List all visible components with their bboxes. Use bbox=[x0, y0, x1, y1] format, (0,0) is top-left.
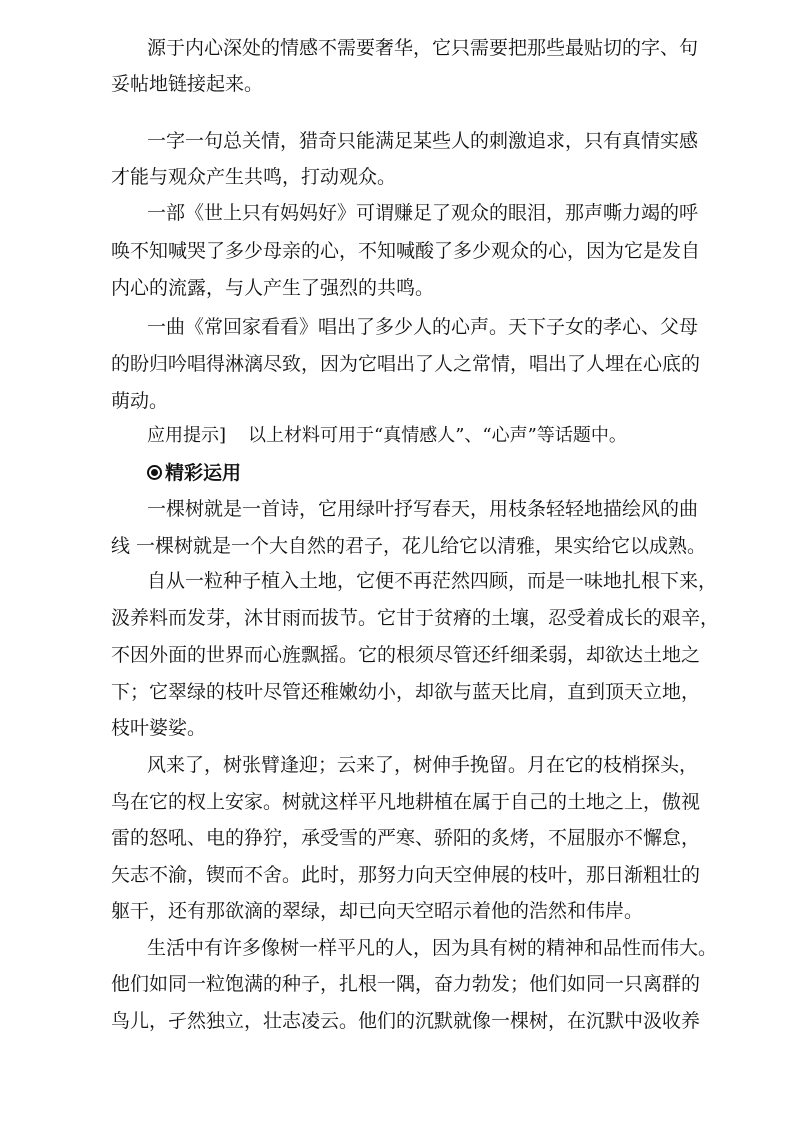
text-line: 鸟在它的杈上安家。树就这样平凡地耕植在属于自己的土地之上，傲视 bbox=[111, 791, 701, 813]
text-line: 妥帖地链接起来。 bbox=[111, 73, 264, 95]
section-heading bbox=[147, 461, 691, 485]
text-line: 才能与观众产生共鸣，打动观众。 bbox=[111, 166, 397, 188]
text-line: 躯干，还有那欲滴的翠绿，却已向天空昭示着他的浩然和伟岸。 bbox=[111, 900, 644, 922]
text-line: 下；它翠绿的枝叶尽管还稚嫩幼小，却欲与蓝天比肩，直到顶天立地， bbox=[111, 681, 701, 703]
text-line: 一字一句总关情，猎奇只能满足某些人的刺激追求，只有真情实感 bbox=[147, 130, 699, 152]
text-line: 他们如同一粒饱满的种子，扎根一隅，奋力勃发；他们如同一只离群的 bbox=[111, 973, 701, 995]
text-line: 一棵树就是一首诗，它用绿叶抒写春天，用枝条轻轻地描绘风的曲 bbox=[147, 498, 699, 520]
text-line: 萌动。 bbox=[111, 390, 169, 412]
text-line: 雷的怒吼、电的狰狞，承受雪的严寒、骄阳的炙烤，不屈服亦不懈怠， bbox=[111, 827, 701, 849]
text-line: 自从一粒种子植入土地，它便不再茫然四顾，而是一味地扎根下来， bbox=[147, 570, 718, 592]
section-heading-label: 精彩运用 bbox=[165, 462, 242, 484]
text-line: 唤不知喊哭了多少母亲的心，不知喊酸了多少观众的心，因为它是发自 bbox=[111, 240, 701, 262]
text-line: 鸟儿，孑然独立，壮志凌云。他们的沉默就像一棵树，在沉默中汲收养 bbox=[111, 1010, 701, 1032]
text-line: 生活中有许多像树一样平凡的人，因为具有树的精神和品性而伟大。 bbox=[147, 937, 718, 959]
application-hint bbox=[147, 424, 691, 448]
text-line: 线 一棵树就是一个大自然的君子，花儿给它以清雅，果实给它以成熟。 bbox=[111, 535, 707, 557]
text-line: 风来了，树张臂逢迎；云来了，树伸手挽留。月在它的枝梢探头， bbox=[147, 754, 699, 776]
text-line: 汲养料而发芽，沐甘雨而拔节。它甘于贫瘠的土壤，忍受着成长的艰辛， bbox=[111, 607, 720, 629]
text-line: 内心的流露，与人产生了强烈的共鸣。 bbox=[111, 277, 435, 299]
hint-text: 以上材料可用于“真情感人”、“心声”等话题中。 bbox=[248, 425, 627, 446]
bullet-circle-icon bbox=[147, 465, 162, 480]
text-line: 一曲《常回家看看》唱出了多少人的心声。天下子女的孝心、父母 bbox=[147, 316, 699, 338]
text-line: 矢志不渝，锲而不舍。此时，那努力向天空伸展的枝叶，那日渐粗壮的 bbox=[111, 864, 701, 886]
text-line: 枝叶婆娑。 bbox=[111, 717, 207, 739]
text-line: 源于内心深处的情感不需要奢华，它只需要把那些最贴切的字、句 bbox=[147, 37, 699, 59]
hint-label: 应用提示] bbox=[147, 425, 227, 446]
text-line: 不因外面的世界而心旌飘摇。它的根须尽管还纤细柔弱，却欲达土地之 bbox=[111, 644, 701, 666]
text-line: 一部《世上只有妈妈好》可谓赚足了观众的眼泪，那声嘶力竭的呼 bbox=[147, 202, 699, 224]
text-line: 的盼归吟唱得淋漓尽致，因为它唱出了人之常情，唱出了人埋在心底的 bbox=[111, 353, 701, 375]
